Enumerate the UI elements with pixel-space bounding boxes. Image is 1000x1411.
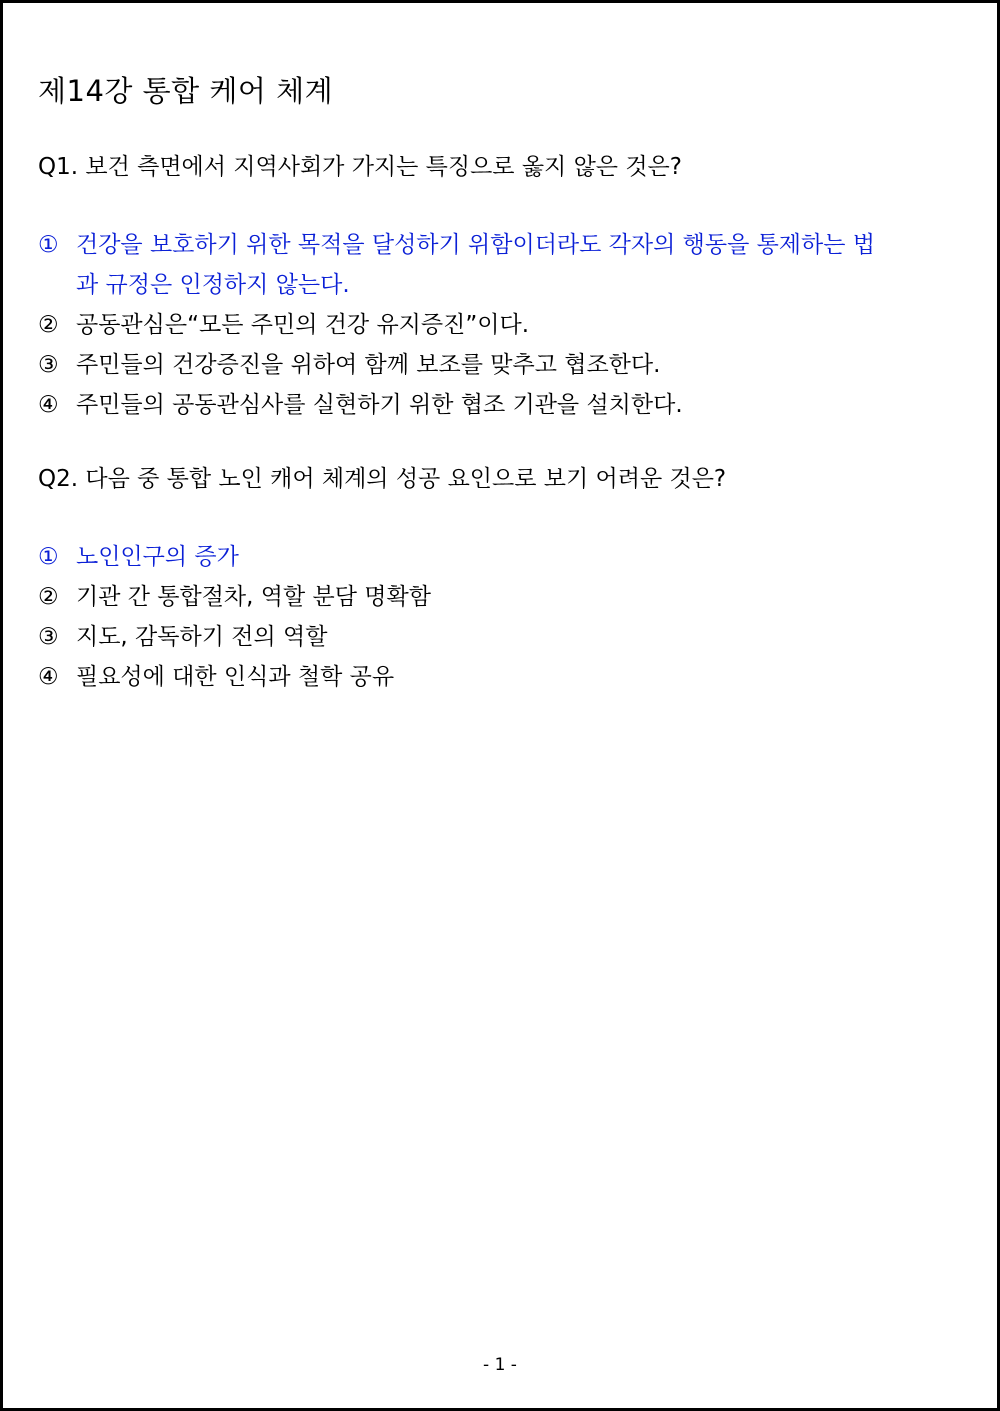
question-1-prompt: Q1. 보건 측면에서 지역사회가 가지는 특징으로 옳지 않은 것은? — [38, 154, 682, 180]
option-text: 필요성에 대한 인식과 철학 공유 — [76, 664, 395, 690]
question-2-option-1 — [38, 537, 962, 577]
question-1-option-2 — [38, 305, 962, 345]
option-text: 기관 간 통합절차, 역할 분담 명확함 — [76, 584, 431, 610]
option-number: ① — [38, 232, 59, 258]
question-2 — [38, 459, 962, 697]
question-2-option-3 — [38, 617, 962, 657]
question-1 — [38, 147, 962, 425]
question-2-option-4 — [38, 657, 962, 697]
option-number: ② — [38, 584, 59, 610]
option-text: 주민들의 건강증진을 위하여 함께 보조를 맞추고 협조한다. — [76, 352, 661, 378]
option-text: 건강을 보호하기 위한 목적을 달성하기 위함이더라도 각자의 행동을 통제하는 법과 규정은 인정하지 않는다. — [76, 232, 875, 298]
question-2-options — [38, 537, 962, 697]
question-1-option-1 — [38, 225, 878, 305]
option-number: ③ — [38, 624, 59, 650]
page-title: 제14강 통합 케어 체계 — [38, 74, 334, 108]
option-number: ④ — [38, 392, 59, 418]
question-2-option-2 — [38, 577, 962, 617]
option-text: 지도, 감독하기 전의 역할 — [76, 624, 328, 650]
option-number: ① — [38, 544, 59, 570]
question-1-option-3 — [38, 345, 962, 385]
option-text: 주민들의 공동관심사를 실현하기 위한 협조 기관을 설치한다. — [76, 392, 683, 418]
option-number: ② — [38, 312, 59, 338]
question-1-option-4 — [38, 385, 962, 425]
page-number: - 1 - — [483, 1355, 517, 1375]
option-number: ③ — [38, 352, 59, 378]
question-1-options — [38, 225, 962, 425]
option-text: 노인인구의 증가 — [76, 544, 239, 570]
option-number: ④ — [38, 664, 59, 690]
page-content — [38, 65, 962, 697]
option-text: 공동관심은“모든 주민의 건강 유지증진”이다. — [76, 312, 529, 338]
question-2-prompt: Q2. 다음 중 통합 노인 캐어 체계의 성공 요인으로 보기 어려운 것은? — [38, 466, 727, 492]
